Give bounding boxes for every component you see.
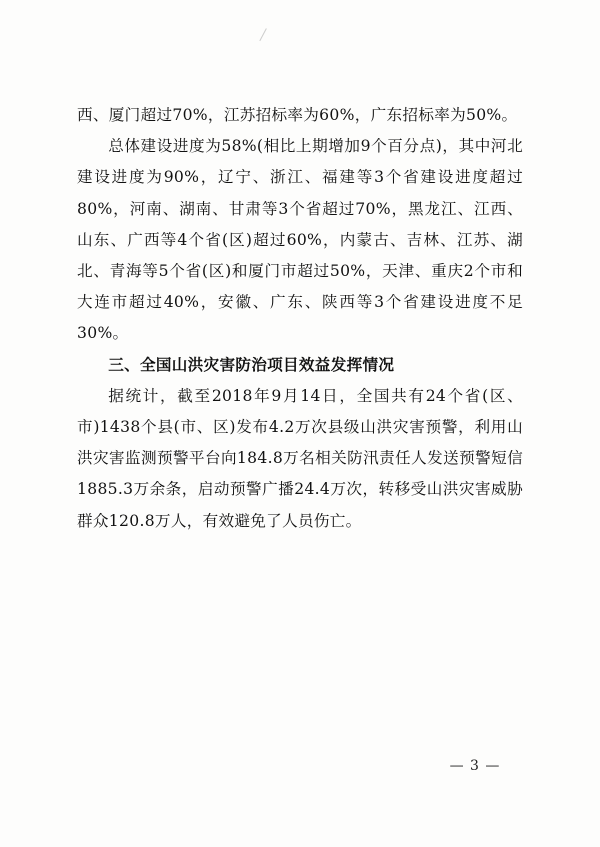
section-heading: 三、全国山洪灾害防治项目效益发挥情况 <box>108 355 395 374</box>
page-number: — 3 — <box>449 758 501 774</box>
paragraph-benefits: 据统计，截至2018年9月14日，全国共有24个省(区、市)1438个县(市、区)发布4.2万次县级山洪灾害预警，利用山洪灾害监测预警平台向184.8万名相关防汛责任人发送预警短信1885.3万余条，启动预警广播24.4万次，转移受山洪灾害威胁群众120.8万人，有效避免了人员伤亡。 <box>77 386 523 530</box>
paragraph-construction-progress: 总体建设进度为58%(相比上期增加9个百分点)，其中河北建设进度为90%，辽宁、浙江、福建等3个省建设进度超过80%，河南、湖南、甘肃等3个省超过70%，黑龙江、江西、山东、广西等4个省(区)超过60%，内蒙古、吉林、江苏、湖北、青海等5个省(区)和厦门市超过50%，天津、重庆2个市和大连市超过40%，安徽、广东、陕西等3个省建设进度不足30%。 <box>77 137 523 343</box>
scan-mark <box>259 28 275 46</box>
paragraph-continuation: 西、厦门超过70%，江苏招标率为60%，广东招标率为50%。 <box>77 106 518 124</box>
document-body <box>77 100 523 537</box>
